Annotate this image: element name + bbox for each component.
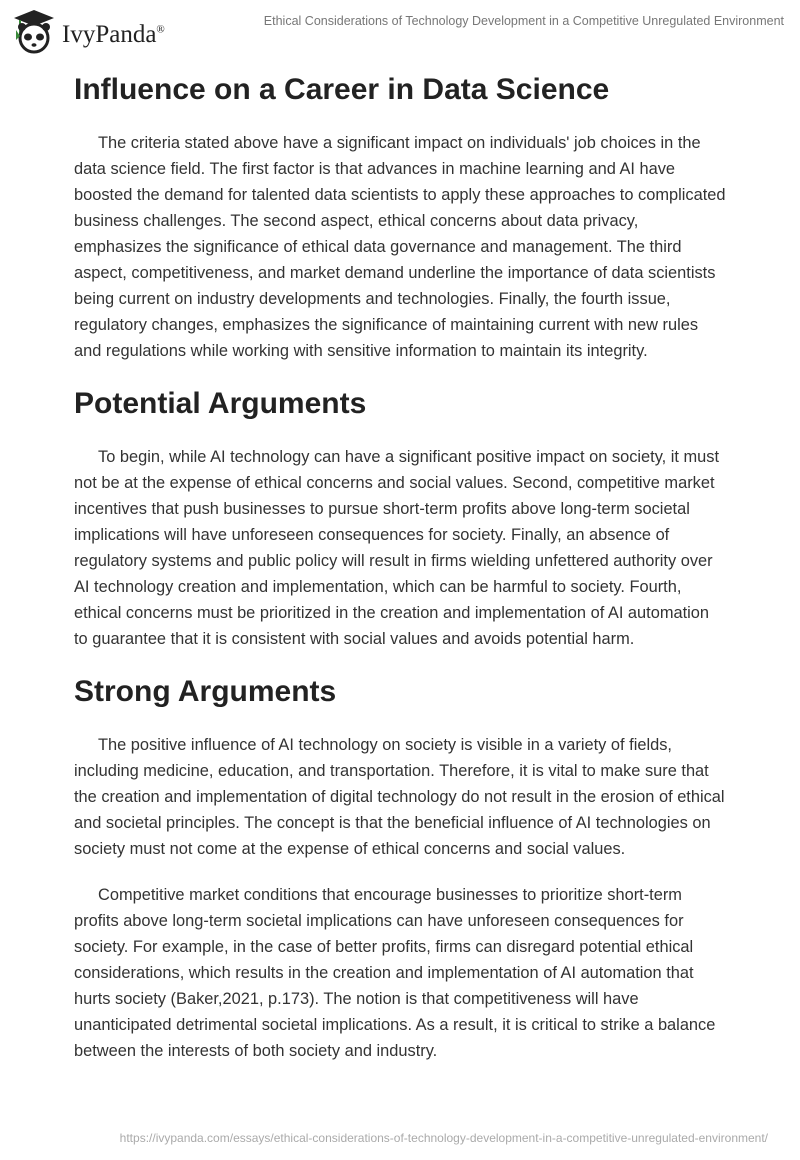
essay-content	[74, 70, 726, 1084]
section-strong-arguments	[74, 672, 726, 1064]
ivypanda-logo[interactable]	[12, 8, 165, 54]
section-heading: Strong Arguments	[74, 675, 337, 708]
section-career-influence	[74, 70, 726, 364]
paragraph: The positive influence of AI technology on society is visible in a variety of fields, including medicine, education, and transportation. Therefore, it is vital to make sure that the creation and implementation of digital technology do not result in the erosion of ethical and societal principles. The concept is that the beneficial influence of AI technologies on society must not come at the expense of ethical concerns and social values.	[74, 736, 725, 858]
paragraph: Competitive market conditions that encourage businesses to prioritize short-term profits above long-term societal implications can have unforeseen consequences for society. For example, in the case of better profits, firms can disregard potential ethical considerations, which results in the creation and implementation of AI automation that hurts society (Baker,2021, p.173). The notion is that competitiveness will have unanticipated detrimental societal implications. As a result, it is critical to strike a balance between the interests of both society and industry.	[74, 886, 716, 1060]
section-heading: Potential Arguments	[74, 387, 367, 420]
section-heading: Influence on a Career in Data Science	[74, 73, 610, 106]
section-potential-arguments	[74, 384, 726, 652]
document-title: Ethical Considerations of Technology Development in a Competitive Unregulated Environment	[263, 14, 784, 28]
registered-mark: ®	[156, 23, 165, 36]
logo-text: IvyPanda	[62, 21, 157, 48]
paragraph: To begin, while AI technology can have a significant positive impact on society, it must not be at the expense of ethical concerns and social values. Second, competitive market incentives that push businesses to pursue short-term profits above long-term societal implications will have unforeseen consequences for society. Finally, an absence of regulatory systems and public policy will result in firms wielding unfettered authority over AI technology creation and implementation, which can be harmful to society. Fourth, ethical concerns must be prioritized in the creation and implementation of AI automation to guarantee that it is consistent with social values and avoids potential harm.	[74, 448, 720, 648]
page-header	[0, 0, 800, 60]
source-url[interactable]: https://ivypanda.com/essays/ethical-considerations-of-technology-development-in-a-competitive-unregulated-environment/	[119, 1131, 768, 1145]
panda-graduate-icon	[12, 8, 56, 54]
paragraph: The criteria stated above have a significant impact on individuals' job choices in the data science field. The first factor is that advances in machine learning and AI have boosted the demand for talented data scientists to apply these approaches to complicated business challenges. The second aspect, ethical concerns about data privacy, emphasizes the significance of ethical data governance and management. The third aspect, competitiveness, and market demand underline the importance of data scientists being current on industry developments and technologies. Finally, the fourth issue, regulatory changes, emphasizes the significance of maintaining current with new rules and regulations while working with sensitive information to maintain its integrity.	[74, 134, 726, 360]
